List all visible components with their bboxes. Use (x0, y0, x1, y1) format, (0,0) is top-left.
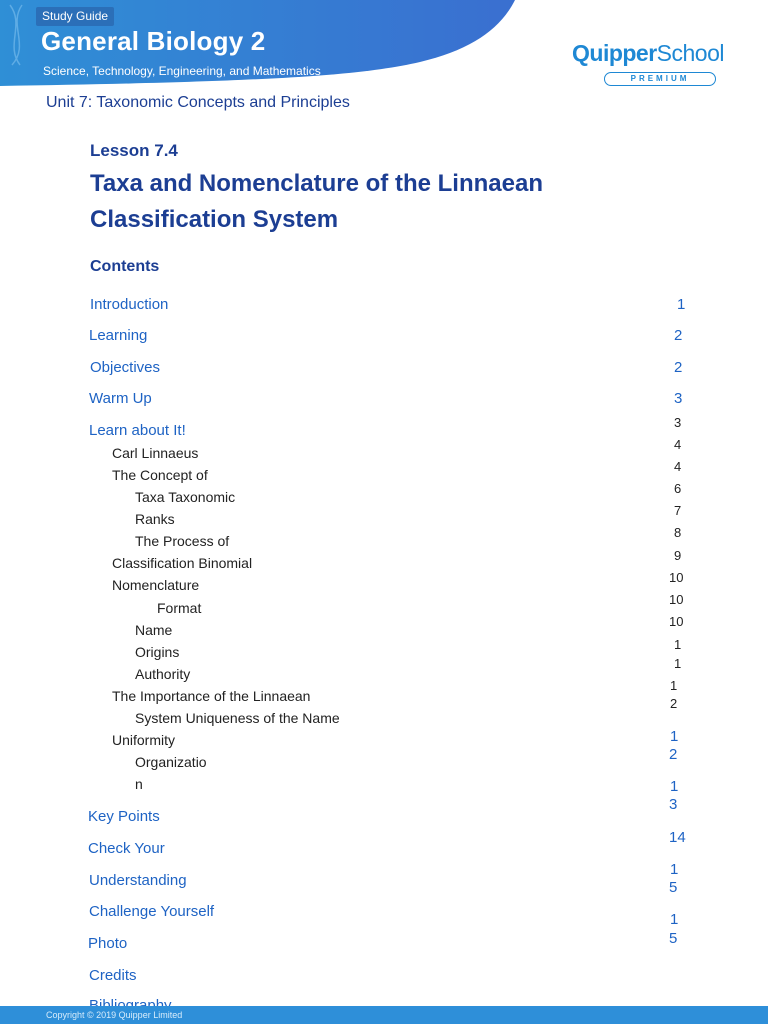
toc-subentry[interactable]: n (135, 776, 143, 792)
toc-entry[interactable]: Learning (89, 327, 148, 344)
toc-entry[interactable]: Learn about It! (89, 422, 186, 439)
page-number: 1 (670, 861, 679, 878)
page-number: 3 (669, 796, 678, 813)
page-number: 1 (677, 296, 686, 313)
page-number: 1 (674, 637, 682, 652)
page-number: 6 (674, 481, 682, 496)
toc-entry[interactable]: Objectives (90, 359, 161, 376)
toc-subentry[interactable]: Nomenclature (112, 577, 200, 593)
logo-school: School (656, 40, 724, 66)
toc-subentry[interactable]: The Process of (135, 533, 230, 549)
page-number: 1 (670, 911, 679, 928)
course-subtitle: Science, Technology, Engineering, and Mathematics (43, 64, 321, 78)
page-number: 9 (674, 548, 682, 563)
page-number: 1 (670, 678, 678, 693)
contents-heading: Contents (90, 258, 160, 275)
toc-entry[interactable]: Photo (88, 935, 128, 952)
toc-subentry[interactable]: Ranks (135, 511, 175, 527)
page-number: 1 (670, 728, 679, 745)
study-guide-tag: Study Guide (36, 7, 114, 26)
page-number: 14 (669, 829, 686, 846)
page-number: 2 (669, 746, 678, 763)
page-number: 2 (670, 696, 678, 711)
toc-entry[interactable]: Challenge Yourself (89, 903, 215, 920)
toc-subentry[interactable]: Authority (135, 666, 191, 682)
logo-brand: Quipper (572, 40, 657, 66)
lesson-title (90, 166, 610, 238)
course-title: General Biology 2 (41, 26, 266, 56)
unit-heading: Unit 7: Taxonomic Concepts and Principles (46, 94, 350, 111)
toc-entry[interactable]: Check Your (88, 840, 165, 857)
lesson-title-line1: Taxa and Nomenclature of the Linnaean (90, 170, 543, 197)
toc-subentry[interactable]: The Concept of (112, 467, 208, 483)
toc-subentry[interactable]: Carl Linnaeus (112, 445, 199, 461)
footer-bar (0, 1006, 768, 1024)
page-number: 4 (674, 437, 682, 452)
page-number: 10 (669, 592, 684, 607)
toc-subentry[interactable]: Uniformity (112, 732, 176, 748)
page-number: 7 (674, 503, 682, 518)
toc-subentry[interactable]: Taxa Taxonomic (135, 489, 236, 505)
toc-subentry[interactable]: Origins (135, 644, 180, 660)
page-number: 1 (670, 778, 679, 795)
toc-subentry[interactable]: Organizatio (135, 754, 207, 770)
toc-subentry[interactable]: The Importance of the Linnaean (112, 688, 311, 704)
toc-entry[interactable]: Warm Up (89, 390, 152, 407)
toc-subentry[interactable]: Format (157, 600, 202, 616)
page-number: 4 (674, 459, 682, 474)
toc-subentry[interactable]: Name (135, 622, 173, 638)
toc-subentry[interactable]: Classification Binomial (112, 555, 253, 571)
page-number: 2 (674, 327, 683, 344)
page-number: 3 (674, 415, 682, 430)
page-number: 10 (669, 614, 684, 629)
quipper-school-logo (572, 40, 732, 90)
page-number: 3 (674, 390, 683, 407)
page-number: 1 (674, 656, 682, 671)
logo-premium-badge: PREMIUM (604, 72, 716, 86)
page-number: 5 (669, 930, 678, 947)
copyright-text: Copyright © 2019 Quipper Limited (46, 1010, 183, 1020)
toc-subentry[interactable]: System Uniqueness of the Name (135, 710, 340, 726)
page-number: 10 (669, 570, 684, 585)
page-number: 2 (674, 359, 683, 376)
toc-entry[interactable]: Introduction (90, 296, 169, 313)
page-number: 5 (669, 879, 678, 896)
lesson-number: Lesson 7.4 (90, 141, 178, 160)
toc-entry[interactable]: Credits (89, 967, 137, 984)
toc-entry[interactable]: Understanding (89, 872, 187, 889)
page-number: 8 (674, 525, 682, 540)
toc-entry[interactable]: Key Points (88, 808, 160, 825)
lesson-title-line2: Classification System (90, 206, 339, 233)
